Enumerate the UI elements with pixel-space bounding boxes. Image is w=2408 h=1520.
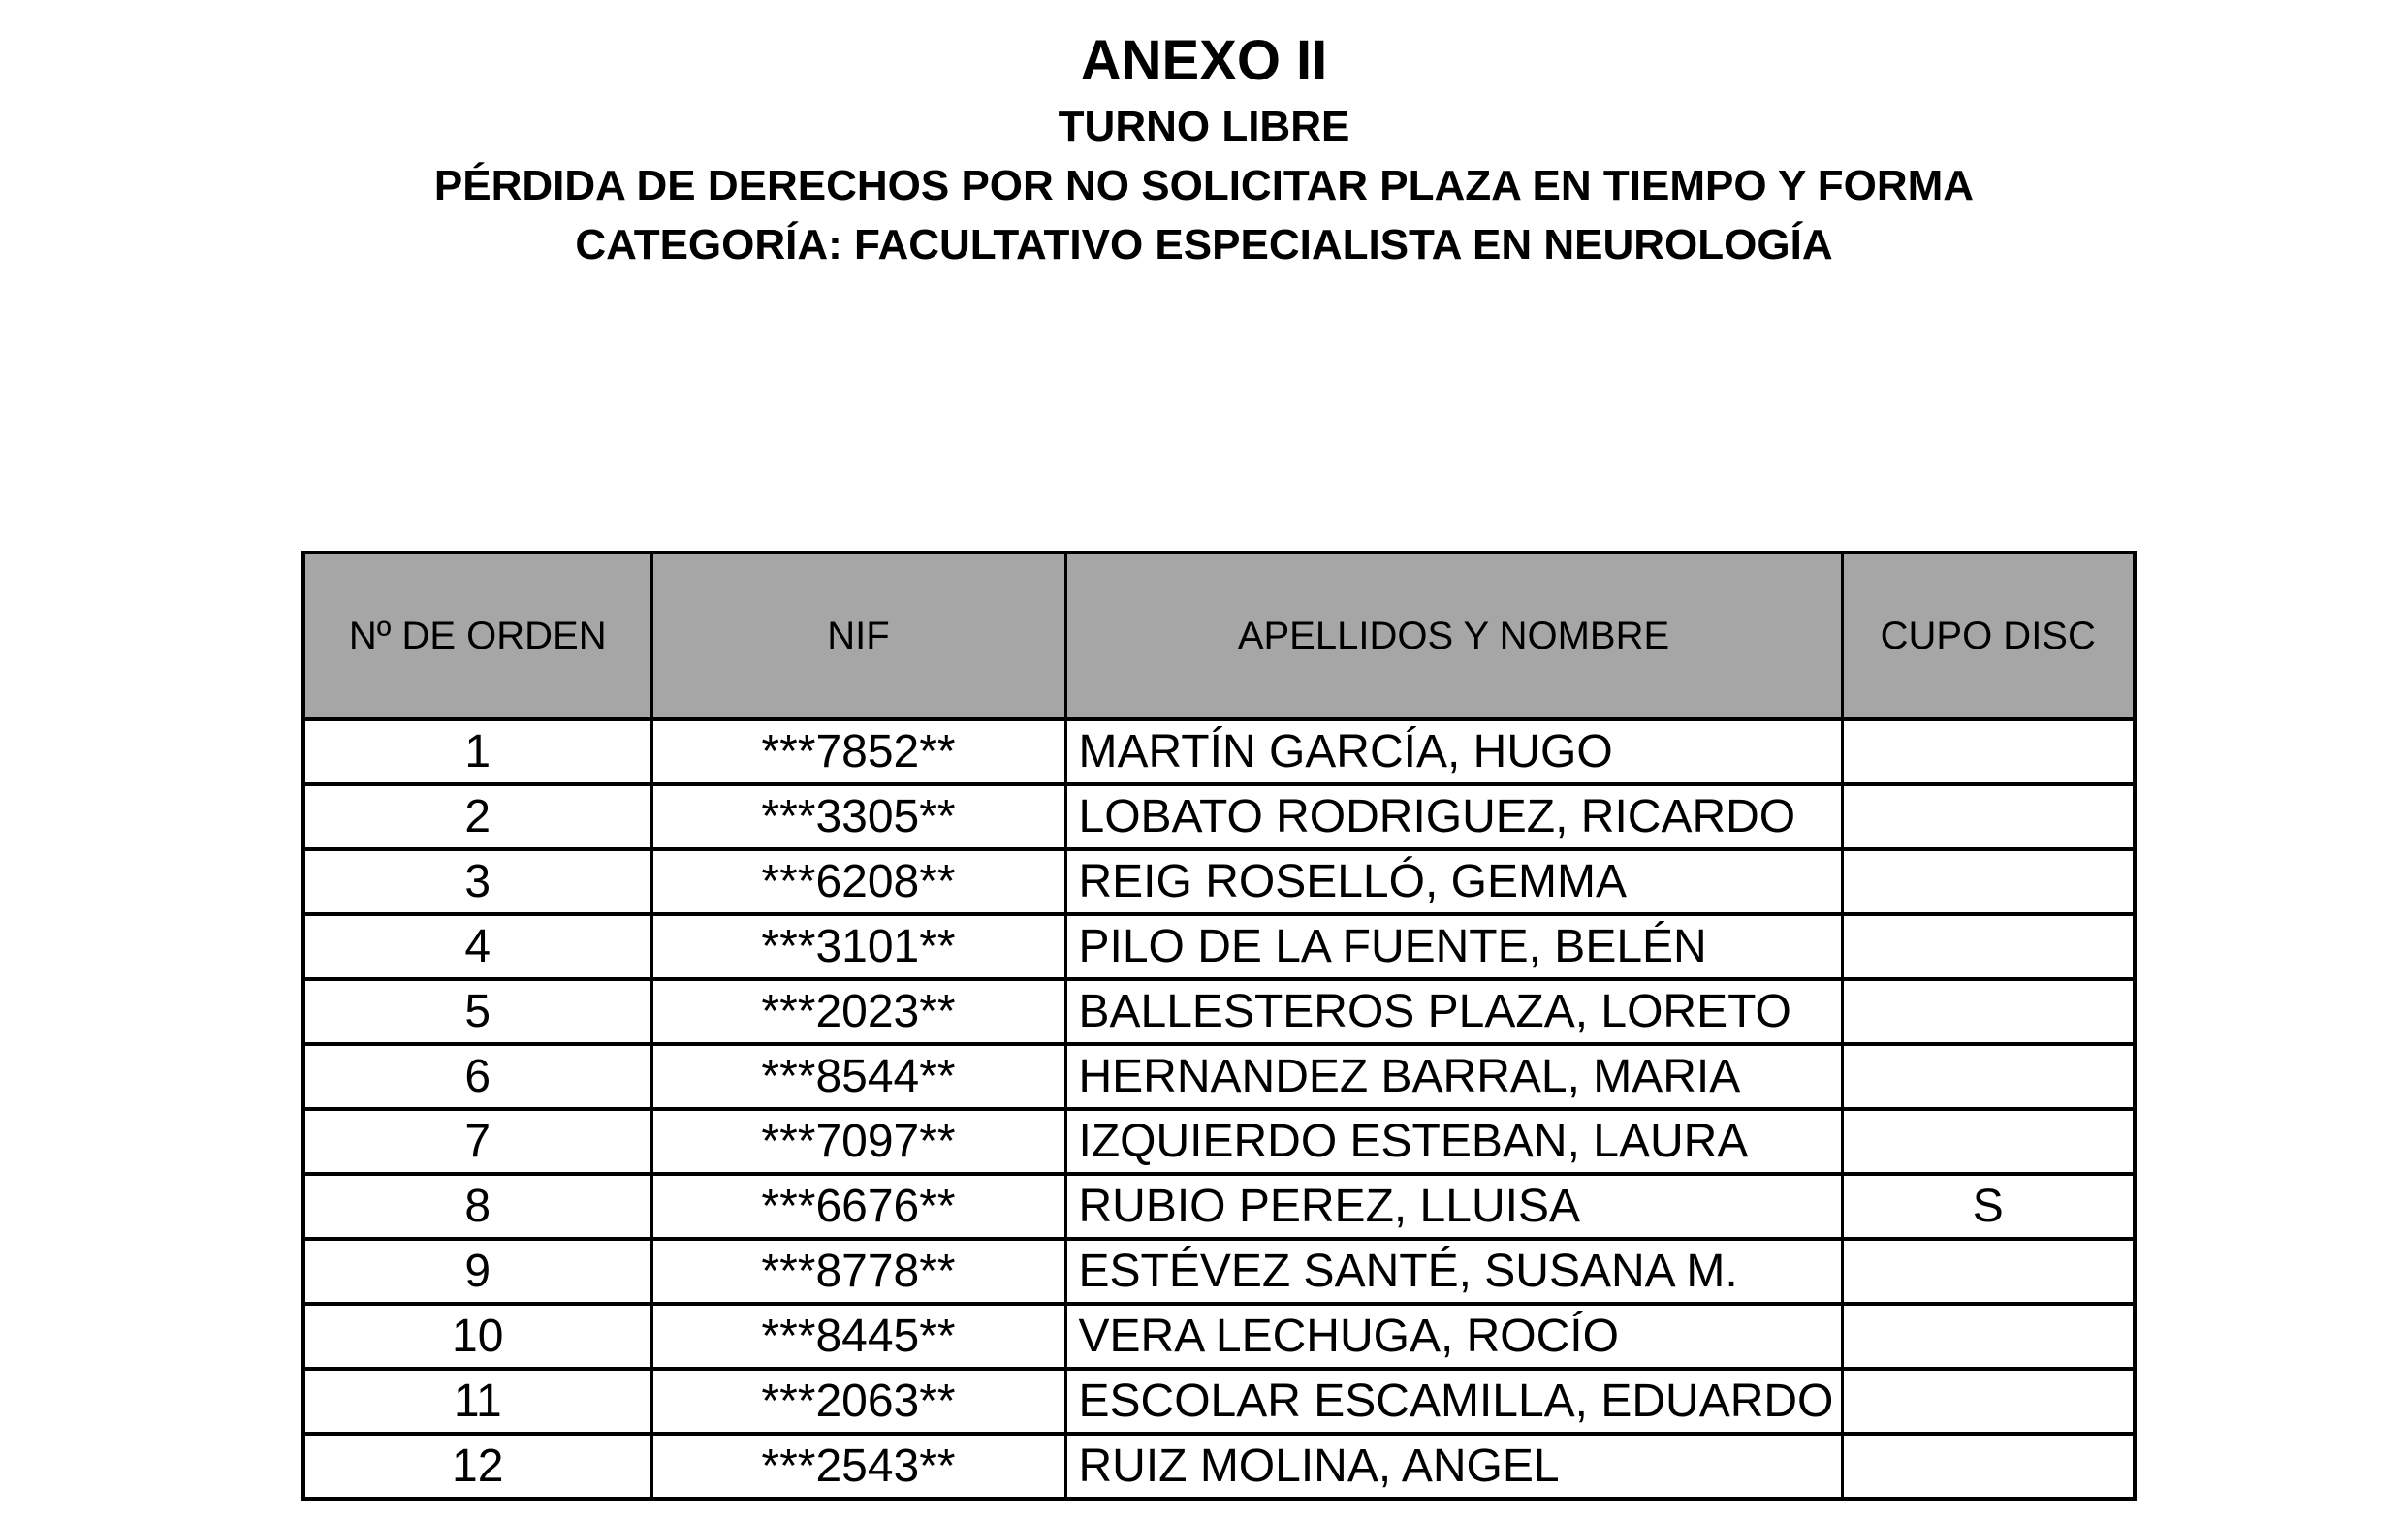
table-row [303, 849, 2135, 914]
cell-nombre: RUBIO PEREZ, LLUISA [1065, 1174, 1842, 1239]
cell-cupo [1842, 914, 2135, 979]
cell-orden: 3 [303, 849, 651, 914]
cell-nif: ***6208** [651, 849, 1065, 914]
cell-nif: ***2543** [651, 1434, 1065, 1499]
table-header [303, 553, 2135, 719]
cell-cupo [1842, 719, 2135, 784]
cell-orden: 9 [303, 1239, 651, 1304]
roster-table [301, 551, 2137, 1501]
cell-nombre: PILO DE LA FUENTE, BELÉN [1065, 914, 1842, 979]
cell-cupo [1842, 1044, 2135, 1109]
cell-nif: ***6676** [651, 1174, 1065, 1239]
cell-nombre: REIG ROSELLÓ, GEMMA [1065, 849, 1842, 914]
title-anexo: ANEXO II [1080, 29, 1328, 92]
cell-nif: ***7097** [651, 1109, 1065, 1174]
table-row [303, 1044, 2135, 1109]
cell-cupo [1842, 1109, 2135, 1174]
cell-orden: 11 [303, 1369, 651, 1434]
cell-cupo [1842, 1239, 2135, 1304]
cell-orden: 1 [303, 719, 651, 784]
cell-nombre: IZQUIERDO ESTEBAN, LAURA [1065, 1109, 1842, 1174]
table-row [303, 1369, 2135, 1434]
cell-nombre: HERNANDEZ BARRAL, MARIA [1065, 1044, 1842, 1109]
document-title-block [0, 0, 2408, 274]
column-header-nif: NIF [651, 553, 1065, 719]
cell-nif: ***2023** [651, 979, 1065, 1044]
table-row [303, 784, 2135, 849]
title-perdida: PÉRDIDA DE DERECHOS POR NO SOLICITAR PLAZA EN TIEMPO Y FORMA [433, 162, 1975, 209]
cell-orden: 2 [303, 784, 651, 849]
column-header-nombre: APELLIDOS Y NOMBRE [1065, 553, 1842, 719]
cell-cupo [1842, 1304, 2135, 1369]
cell-nombre: ESTÉVEZ SANTÉ, SUSANA M. [1065, 1239, 1842, 1304]
column-header-cupo: CUPO DISC [1842, 553, 2135, 719]
cell-orden: 7 [303, 1109, 651, 1174]
cell-cupo [1842, 1434, 2135, 1499]
cell-nombre: VERA LECHUGA, ROCÍO [1065, 1304, 1842, 1369]
table-row [303, 1174, 2135, 1239]
cell-orden: 4 [303, 914, 651, 979]
cell-nombre: MARTÍN GARCÍA, HUGO [1065, 719, 1842, 784]
cell-cupo [1842, 784, 2135, 849]
title-turno: TURNO LIBRE [1058, 103, 1350, 150]
table-row [303, 1304, 2135, 1369]
cell-nif: ***8778** [651, 1239, 1065, 1304]
cell-nif: ***3305** [651, 784, 1065, 849]
cell-nombre: LOBATO RODRIGUEZ, RICARDO [1065, 784, 1842, 849]
cell-nif: ***7852** [651, 719, 1065, 784]
cell-nombre: BALLESTEROS PLAZA, LORETO [1065, 979, 1842, 1044]
cell-orden: 12 [303, 1434, 651, 1499]
cell-orden: 6 [303, 1044, 651, 1109]
cell-orden: 10 [303, 1304, 651, 1369]
table-row [303, 719, 2135, 784]
cell-orden: 5 [303, 979, 651, 1044]
table-row [303, 1239, 2135, 1304]
header-row [303, 553, 2135, 719]
cell-cupo [1842, 979, 2135, 1044]
cell-nombre: ESCOLAR ESCAMILLA, EDUARDO [1065, 1369, 1842, 1434]
cell-nif: ***8544** [651, 1044, 1065, 1109]
cell-cupo [1842, 1369, 2135, 1434]
table-row [303, 979, 2135, 1044]
cell-cupo [1842, 849, 2135, 914]
column-header-orden: Nº DE ORDEN [303, 553, 651, 719]
table-row [303, 914, 2135, 979]
title-categoria: CATEGORÍA: FACULTATIVO ESPECIALISTA EN NEUROLOGÍA [575, 221, 1833, 269]
cell-nif: ***3101** [651, 914, 1065, 979]
cell-orden: 8 [303, 1174, 651, 1239]
cell-cupo: S [1842, 1174, 2135, 1239]
table-body [303, 719, 2135, 1499]
cell-nombre: RUIZ MOLINA, ANGEL [1065, 1434, 1842, 1499]
table-row [303, 1109, 2135, 1174]
table-row [303, 1434, 2135, 1499]
cell-nif: ***2063** [651, 1369, 1065, 1434]
cell-nif: ***8445** [651, 1304, 1065, 1369]
